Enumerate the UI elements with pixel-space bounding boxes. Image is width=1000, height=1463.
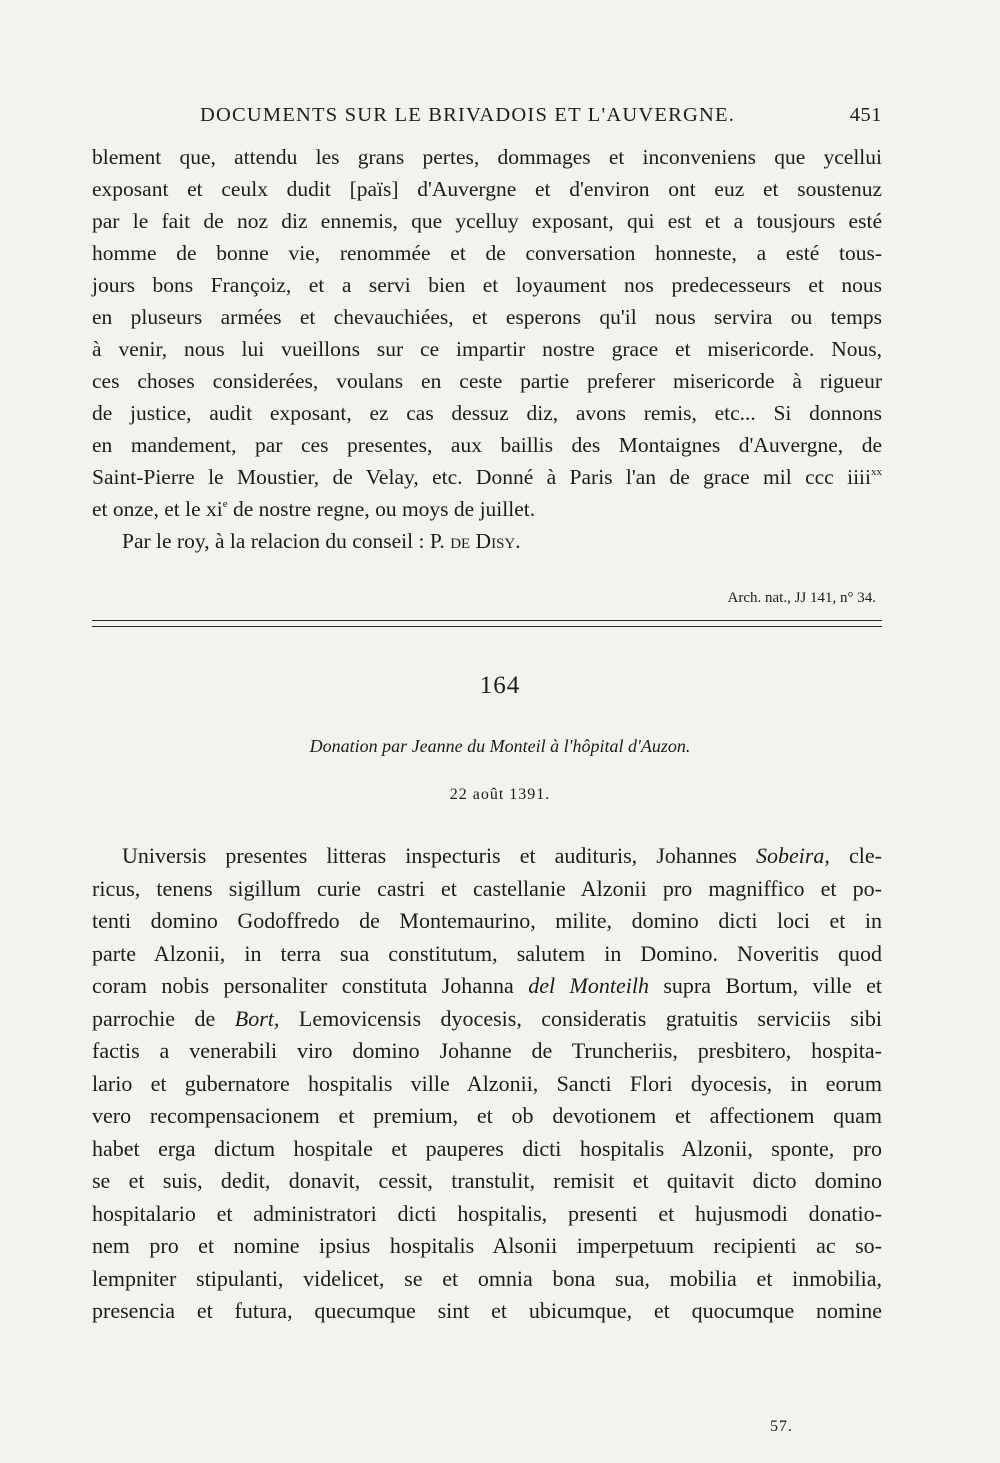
superscript: xx: [871, 466, 882, 478]
text-line: en mandement, par ces presentes, aux baillis des Montaignes d'Auvergne, de: [92, 433, 882, 457]
italic-name: del Monteilh: [528, 973, 649, 998]
text-line: parte Alzonii, in terra sua constitutum, salutem in Domino. Noveritis quod: [92, 940, 882, 966]
document-body: [92, 840, 882, 1328]
text-line: par le fait de noz diz ennemis, que ycelluy exposant, qui est et a tousjours esté: [92, 209, 882, 233]
document-date: 22 août 1391.: [449, 786, 551, 803]
running-title: DOCUMENTS SUR LE BRIVADOIS ET L'AUVERGNE.: [200, 104, 736, 126]
text-line: lario et gubernatore hospitalis ville Alzonii, Sancti Flori dyocesis, in eorum: [92, 1070, 882, 1096]
text-line: homme de bonne vie, renommée et de conversation honneste, a esté tous-: [92, 241, 882, 265]
text-fragment: de nostre regne, ou moys de juillet.: [227, 497, 536, 521]
text-line: lempniter stipulanti, videlicet, se et omnia bona sua, mobilia et inmobilia,: [92, 1265, 882, 1291]
text-fragment: Par le roy, à la relacion du conseil : P.: [122, 529, 451, 553]
text-line: en pluseurs armées et chevauchiées, et esperons qu'il nous servira ou temps: [92, 305, 882, 329]
text-line: blement que, attendu les grans pertes, dommages et inconveniens que ycellui: [92, 145, 882, 169]
text-fragment: supra Bortum, ville et: [648, 973, 882, 998]
text-fragment: cle-: [829, 843, 882, 868]
text-line: factis a venerabili viro domino Johanne de Truncheriis, presbitero, hospita-: [92, 1038, 882, 1063]
text-line: habet erga dictum hospitale et pauperes dicti hospitalis Alzonii, sponte, pro: [92, 1135, 882, 1161]
running-header: [92, 104, 882, 130]
text-fragment: Universis presentes litteras inspecturis et audituris, Johannes: [122, 843, 756, 868]
text-line: ricus, tenens sigillum curie castri et castellanie Alzonii pro magniffico et po-: [92, 875, 882, 901]
text-line: [92, 461, 882, 493]
italic-name: Bort,: [234, 1005, 280, 1031]
text-line: exposant et ceulx dudit [païs] d'Auvergne et d'environ ont euz et soustenuz: [92, 177, 882, 201]
attestation-line: [92, 525, 882, 557]
page-number: 451: [849, 104, 882, 126]
text-line: vero recompensacionem et premium, et ob devotionem et affectionem quam: [92, 1103, 882, 1128]
text-line: de justice, audit exposant, ez cas dessuz diz, avons remis, etc... Si donnons: [92, 401, 882, 425]
text-line: ces choses considerées, voulans en ceste partie preferer misericorde à rigueur: [92, 369, 882, 393]
text-fragment: parrochie de: [92, 1005, 235, 1031]
continued-text: [92, 141, 882, 557]
signatory-name: de Disy.: [450, 529, 521, 553]
section-rule: [92, 620, 882, 621]
superscript: e: [222, 498, 228, 510]
document-title: Donation par Jeanne du Monteil à l'hôpital d'Auzon.: [309, 736, 691, 756]
text-line: jours bons Françoiz, et a servi bien et loyaument nos predecesseurs et nous: [92, 273, 882, 297]
italic-name: Sobeira,: [755, 843, 830, 868]
text-line: presencia et futura, quecumque sint et ubicumque, et quocumque nomine: [92, 1298, 882, 1323]
text-line: se et suis, dedit, donavit, cessit, transtulit, remisit et quitavit dicto domino: [92, 1168, 882, 1193]
text-line: nem pro et nomine ipsius hospitalis Alsonii imperpetuum recipienti ac so-: [92, 1233, 882, 1258]
text-fragment: coram nobis personaliter constituta Johanna: [92, 973, 529, 998]
text-fragment: Lemovicensis dyocesis, consideratis gratuitis serviciis sibi: [279, 1005, 882, 1031]
text-line: [92, 1003, 882, 1036]
text-line: [92, 840, 882, 873]
text-line: hospitalario et administratori dicti hospitalis, presenti et hujusmodi donatio-: [92, 1200, 882, 1226]
text-line: [92, 970, 882, 1003]
text-line: tenti domino Godoffredo de Montemaurino, milite, domino dicti loci et in: [92, 908, 882, 933]
section-rule: [92, 626, 882, 627]
signature-mark: 57.: [770, 1418, 793, 1435]
archive-source: Arch. nat., JJ 141, n° 34.: [727, 590, 876, 606]
text-fragment: et onze, et le xi: [92, 497, 223, 521]
text-line: [92, 493, 882, 525]
document-number: 164: [479, 672, 521, 699]
text-line: à venir, nous lui vueillons sur ce impartir nostre grace et misericorde. Nous,: [92, 337, 882, 361]
text-fragment: Saint-Pierre le Moustier, de Velay, etc. Donné à Paris l'an de grace mil ccc iiii: [92, 465, 871, 489]
